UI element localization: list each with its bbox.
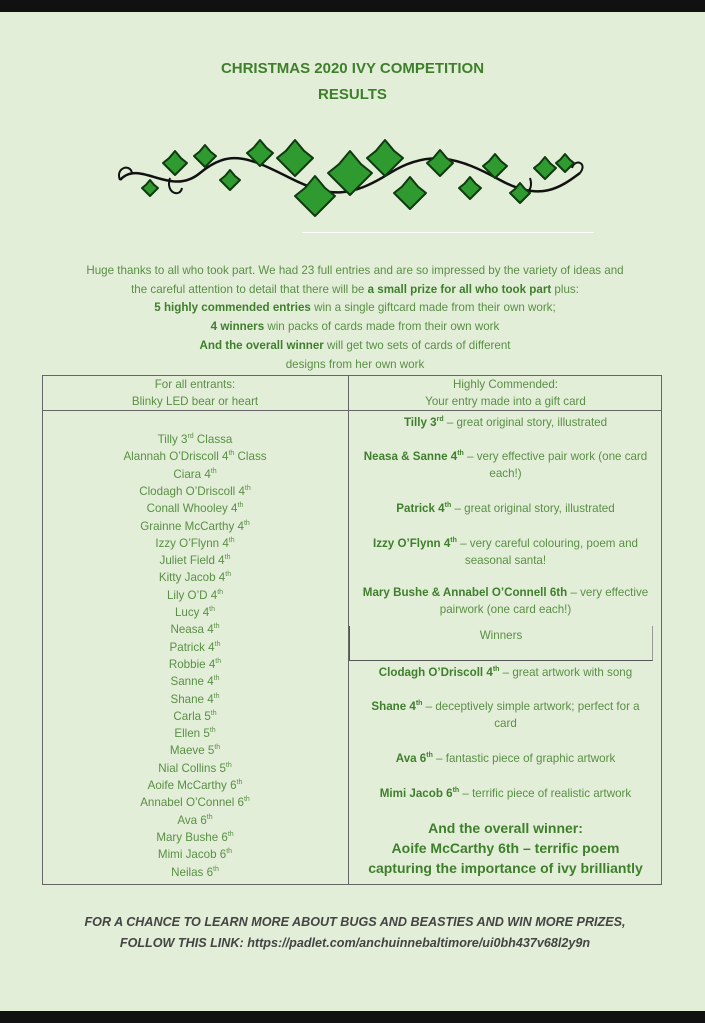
ivy-vine-illustration [110, 118, 590, 230]
entrant-item: Mary Bushe 6th [156, 830, 234, 844]
ivy-leaf [427, 150, 453, 176]
entrant-item: Patrick 4th [169, 640, 221, 654]
entrant-item: Ciara 4th [173, 467, 217, 481]
ivy-leaf [247, 140, 273, 166]
intro-line [40, 281, 670, 300]
ivy-leaf [163, 151, 187, 175]
intro-line [40, 299, 670, 318]
intro-line: Huge thanks to all who took part. We had 23 full entries and are so impressed by the variety of ideas and [86, 264, 624, 277]
ivy-leaf [328, 151, 372, 195]
entrant-item: Alannah O’Driscoll 4th Class [123, 450, 267, 464]
entrant-item: Ellen 5th [174, 726, 216, 740]
text: the careful attention to detail that there will be [131, 282, 368, 296]
footer-line: FOR A CHANCE TO LEARN MORE ABOUT BUGS AND BEASTIES AND WIN MORE PRIZES, [84, 915, 626, 929]
entrant-item: Aoife McCarthy 6th [147, 778, 243, 792]
intro-paragraph [40, 262, 670, 374]
entrant-item: Izzy O’Flynn 4th [155, 536, 235, 550]
entrant-item: Clodagh O’Driscoll 4th [139, 484, 251, 498]
entrant-item: Maeve 5th [169, 744, 221, 758]
entrant-item: Sanne 4th [170, 675, 220, 689]
footer-note [40, 912, 670, 954]
ivy-leaf [459, 177, 481, 199]
text: will get two sets of cards of different [323, 338, 511, 352]
divider [302, 232, 594, 233]
overall-line: Aoife McCarthy 6th – terrific poem [391, 840, 620, 856]
entrant-item: Neasa 4th [170, 623, 220, 637]
overall-line: capturing the importance of ivy brilliantly [368, 860, 643, 876]
ivy-leaf [142, 180, 158, 196]
page-title: CHRISTMAS 2020 IVY COMPETITION [220, 60, 485, 77]
text: win packs of cards made from their own work [264, 320, 500, 334]
entrant-item: Juliet Field 4th [159, 553, 231, 567]
overall-line: And the overall winner: [428, 820, 583, 836]
intro-line [40, 318, 670, 337]
text-bold: And the overall winner [199, 338, 324, 352]
winner-item: Mimi Jacob 6th – terrific piece of realistic artwork [379, 786, 632, 800]
entrant-item: Conall Whooley 4th [146, 502, 244, 516]
ivy-leaf [367, 140, 403, 176]
entrant-item: Lucy 4th [174, 605, 215, 619]
entrant-item: Annabel O’Connel 6th [140, 796, 250, 810]
text: plus: [551, 282, 579, 296]
ivy-leaf [556, 154, 574, 172]
header-line: Highly Commended: [452, 378, 559, 391]
entrant-item: Carla 5th [173, 709, 217, 723]
highly-commended-item: Izzy O’Flynn 4th – very careful colouring, poem and seasonal santa! [372, 536, 638, 567]
winner-item: Shane 4th – deceptively simple artwork; perfect for a card [371, 699, 640, 730]
winner-item: Ava 6th – fantastic piece of graphic artwork [395, 751, 616, 765]
entrant-item: Nial Collins 5th [158, 761, 232, 775]
entrant-item: Kitty Jacob 4th [158, 571, 232, 585]
winners-heading: Winners [349, 626, 653, 661]
text-bold: a small prize for all who took part [367, 282, 552, 296]
footer-link[interactable]: FOLLOW THIS LINK: https://padlet.com/anchuinnebaltimore/ui0bh437v68l2y9n [119, 936, 591, 950]
highly-commended-item: Mary Bushe & Annabel O’Connell 6th – very effective pairwork (one card each!) [362, 586, 649, 616]
intro-line [40, 337, 670, 356]
entrant-item: Ava 6th [177, 813, 213, 827]
overall-winner [349, 818, 662, 878]
highly-commended-item: Patrick 4th – great original story, illustrated [396, 501, 615, 515]
header-line: Your entry made into a gift card [425, 394, 586, 408]
top-bar [0, 0, 705, 12]
left-column-header [42, 377, 348, 410]
text: win a single giftcard made from their own work; [310, 301, 556, 315]
header-line: For all entrants: [154, 378, 236, 391]
entrant-item: Neilas 6th [171, 865, 219, 879]
ivy-leaf [394, 177, 426, 209]
entrant-item: Grainne McCarthy 4th [140, 519, 250, 533]
header-line: Blinky LED bear or heart [131, 394, 259, 408]
highly-commended-item: Neasa & Sanne 4th – very effective pair work (one card each!) [363, 449, 648, 480]
ivy-leaf [534, 157, 556, 179]
winner-item: Clodagh O’Driscoll 4th – great artwork with song [378, 665, 633, 679]
entrant-item: Mimi Jacob 6th [157, 848, 233, 862]
page-subtitle: RESULTS [318, 86, 387, 103]
intro-line: designs from her own work [285, 357, 425, 371]
text-bold: 5 highly commended entries [154, 301, 311, 315]
bottom-bar [0, 1011, 705, 1023]
entrant-item: Lily O’D 4th [166, 588, 224, 602]
right-column-header [349, 377, 662, 410]
highly-commended-item: Tilly 3rd – great original story, illustrated [403, 415, 608, 429]
entrant-item: Tilly 3rd Classa [157, 432, 233, 446]
entrant-item: Shane 4th [170, 692, 220, 706]
ivy-leaf [220, 170, 240, 190]
text-bold: 4 winners [210, 320, 265, 334]
entrant-item: Robbie 4th [168, 657, 222, 671]
ivy-leaf [277, 140, 313, 176]
